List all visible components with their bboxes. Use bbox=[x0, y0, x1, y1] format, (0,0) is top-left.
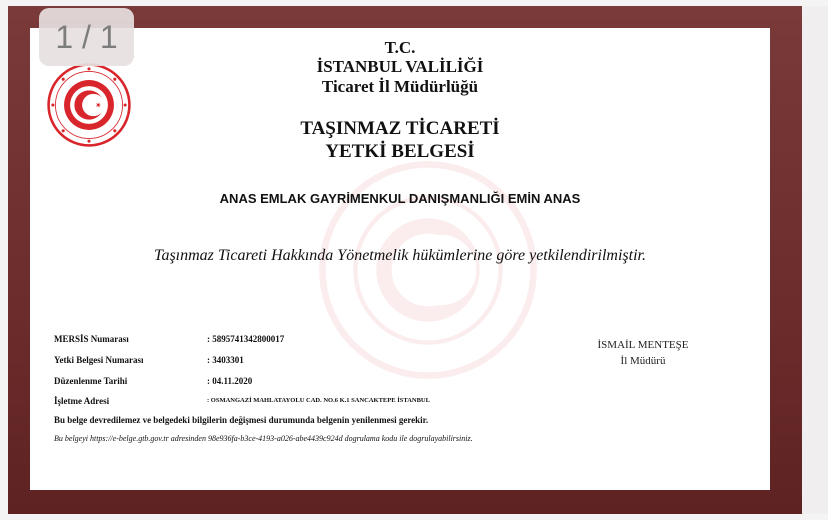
company-name: ANAS EMLAK GAYRİMENKUL DANIŞMANLIĞI EMİN ANAS bbox=[219, 191, 581, 206]
viewer-margin bbox=[802, 6, 828, 514]
renewal-note: Bu belge devredilemez ve belgedeki bilgilerin değişmesi durumunda belgenin yenilenmesi gerekir. bbox=[54, 415, 429, 425]
signer-title: İl Müdürü bbox=[620, 355, 666, 367]
field-label-business-address: İşletme Adresi bbox=[54, 396, 110, 406]
page-indicator-badge: 1 / 1 bbox=[39, 8, 134, 66]
field-value-business-address: : OSMANGAZİ MAHLATAYOLU CAD. NO.6 K.1 SANCAKTEPE İSTANBUL bbox=[207, 397, 430, 404]
field-label-license-number: Yetki Belgesi Numarası bbox=[54, 355, 144, 365]
field-value-license-number: : 3403301 bbox=[207, 355, 244, 365]
header-tc: T.C. bbox=[384, 38, 416, 57]
authorization-statement: Taşınmaz Ticareti Hakkında Yönetmelik hükümlerine göre yetkilendirilmiştir. bbox=[154, 247, 646, 264]
signer-name: İSMAİL MENTEŞE bbox=[597, 339, 689, 351]
certificate-title-line2: YETKİ BELGESİ bbox=[325, 141, 475, 162]
header-directorate: Ticaret İl Müdürlüğü bbox=[321, 77, 479, 96]
field-value-issue-date: : 04.11.2020 bbox=[207, 376, 253, 386]
verification-note: Bu belgeyi https://e-belge.gtb.gov.tr adresinden 98e936fa-b3ce-4193-a026-abe4439c924d dogrulama kodu ile dogrulayabilirsiniz. bbox=[54, 434, 473, 443]
header-governorship: İSTANBUL VALİLİĞİ bbox=[316, 57, 484, 76]
field-label-issue-date: Düzenlenme Tarihi bbox=[54, 376, 128, 386]
field-label-mersis: MERSİS Numarası bbox=[54, 334, 129, 344]
certificate-title-line1: TAŞINMAZ TİCARETİ bbox=[300, 118, 500, 139]
field-value-mersis: : 5895741342800017 bbox=[207, 334, 285, 344]
